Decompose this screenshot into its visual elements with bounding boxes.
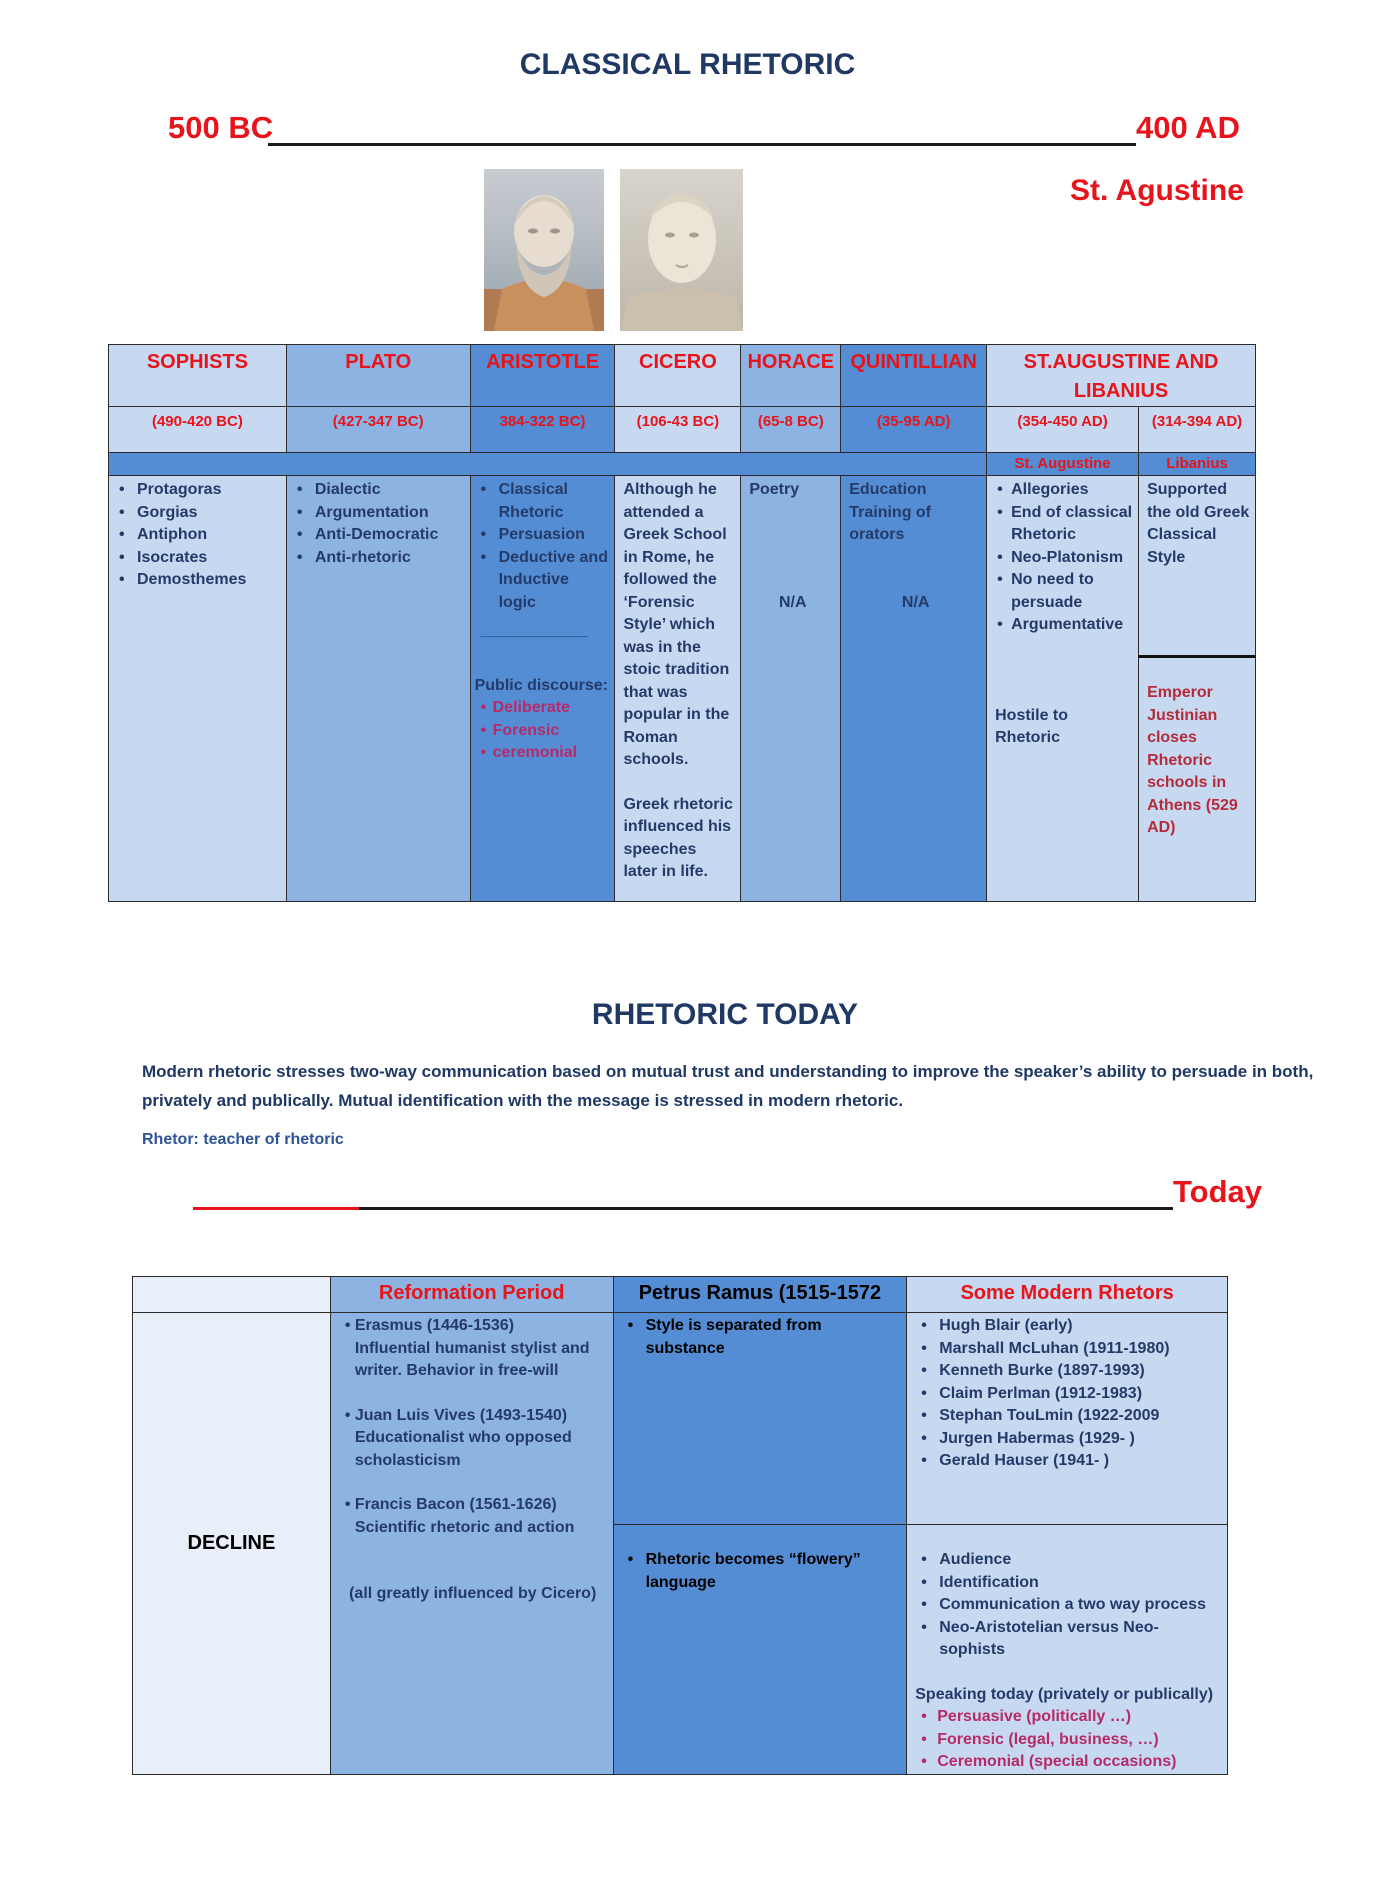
column-header-plato: PLATO (286, 345, 470, 407)
header-modern-rhetors: Some Modern Rhetors (907, 1277, 1228, 1313)
cell-st-augustine (987, 476, 1139, 902)
list-item: • Forensic (475, 720, 611, 743)
years-augustine: (354-450 AD) (987, 407, 1139, 453)
column-header-cicero: CICERO (615, 345, 741, 407)
cicero-influence-note: (all greatly influenced by Cicero) (349, 1585, 597, 1602)
today-timeline-red-segment (193, 1176, 359, 1210)
cicero-bust-portrait (620, 169, 743, 331)
today-timeline-line (359, 1176, 1173, 1210)
quintillian-text: Education Training of orators (849, 481, 932, 543)
cell-reformation (330, 1313, 613, 1775)
modern-rhetoric-paragraph: Modern rhetoric stresses two-way communication based on mutual trust and understanding to improve the speaker’s ability to persuade in both, privately and publically. Mutual identification with the message is stressed in modern rhetoric. (142, 1062, 1314, 1110)
speaking-today-list (915, 1706, 1221, 1774)
list-item: • Gerald Hauser (1941- ) (915, 1450, 1221, 1473)
cicero-text-1: Although he attended a Greek School in Rome, he followed the ‘Forensic Style’ which was in the stoic tradition that was popular in the Roman schools. (623, 481, 730, 768)
column-header-sophists: SOPHISTS (109, 345, 287, 407)
list-item: • No need to persuade (991, 569, 1134, 614)
plato-list (291, 479, 466, 569)
list-item: • Demosthemes (113, 569, 282, 592)
list-item (339, 1494, 607, 1539)
cell-ramus-top (613, 1313, 907, 1525)
column-header-horace: HORACE (741, 345, 841, 407)
timeline-end-label: 400 AD (1136, 110, 1240, 145)
list-item: • Identification (915, 1572, 1221, 1595)
list-item: • Ceremonial (special occasions) (915, 1751, 1221, 1774)
subheader-st-augustine: St. Augustine (987, 453, 1139, 476)
list-item: • Rhetoric becomes “flowery” language (622, 1549, 901, 1594)
timeline-end-name: St. Agustine (1070, 174, 1244, 207)
cell-sophists (109, 476, 287, 902)
reformation-list (339, 1315, 607, 1539)
list-item: • Communication a two way process (915, 1594, 1221, 1617)
public-discourse-list (475, 697, 611, 765)
cell-libanius-bottom (1139, 657, 1256, 902)
list-item (339, 1405, 607, 1473)
page-title: CLASSICAL RHETORIC (519, 48, 856, 81)
list-item: • Protagoras (113, 479, 282, 502)
list-item: • Dialectic (291, 479, 466, 502)
list-item: • Anti-rhetoric (291, 547, 466, 570)
ramus-list-top (622, 1315, 901, 1360)
list-item: • Forensic (legal, business, …) (915, 1729, 1221, 1752)
divider-band (109, 453, 987, 476)
column-header-aristotle: ARISTOTLE (470, 345, 615, 407)
speaking-today-label: Speaking today (privately or publically) (915, 1685, 1214, 1703)
today-timeline-end-label: Today (1173, 1174, 1262, 1209)
timeline-line (268, 112, 1136, 146)
public-discourse-label: Public discourse: (474, 676, 608, 694)
header-petrus-ramus: Petrus Ramus (1515-1572 (613, 1277, 907, 1313)
rhetor-definition: Rhetor: teacher of rhetoric (142, 1131, 344, 1148)
hostile-to-rhetoric: Hostile to Rhetoric (995, 706, 1069, 746)
cell-libanius-top (1139, 476, 1256, 657)
cicero-text-2: Greek rhetoric influenced his speeches later in life. (623, 795, 733, 880)
libanius-text: Supported the old Greek Classical Style (1147, 481, 1250, 566)
list-item (339, 1315, 607, 1383)
cell-cicero (615, 476, 741, 902)
list-item: • End of classical Rhetoric (991, 502, 1134, 547)
sophists-list (113, 479, 282, 592)
years-plato: (427-347 BC) (286, 407, 470, 453)
header-empty-cell (133, 1277, 331, 1313)
cell-plato (286, 476, 470, 902)
augustine-list (991, 479, 1134, 637)
years-cicero: (106-43 BC) (615, 407, 741, 453)
list-item: • Persuasive (politically …) (915, 1706, 1221, 1729)
cell-modern-concepts (907, 1525, 1228, 1775)
classical-rhetoric-table (108, 344, 1256, 902)
list-item: • Antiphon (113, 524, 282, 547)
list-item: • Neo-Platonism (991, 547, 1134, 570)
subheader-libanius: Libanius (1139, 453, 1256, 476)
column-header-quintillian: QUINTILLIAN (841, 345, 987, 407)
decline-label: DECLINE (133, 1313, 331, 1775)
justinian-note: Emperor Justinian closes Rhetoric schools in Athens (529 AD) (1147, 684, 1238, 836)
list-item: • Hugh Blair (early) (915, 1315, 1221, 1338)
cell-ramus-bottom (613, 1525, 907, 1775)
cell-horace (741, 476, 841, 902)
list-item: • Persuasion (475, 524, 611, 547)
reformer-desc: Scientific rhetoric and action (354, 1518, 575, 1536)
list-item: • Claim Perlman (1912-1983) (915, 1383, 1221, 1406)
years-horace: (65-8 BC) (741, 407, 841, 453)
reformer-desc: Educationalist who opposed scholasticism (354, 1429, 572, 1469)
list-item: • Marshall McLuhan (1911-1980) (915, 1338, 1221, 1361)
section-title-today: RHETORIC TODAY (591, 998, 859, 1031)
list-item: • Deductive and Inductive logic (475, 547, 611, 615)
list-item: • Argumentation (291, 502, 466, 525)
list-item: • Anti-Democratic (291, 524, 466, 547)
list-item: • Neo-Aristotelian versus Neo-sophists (915, 1617, 1221, 1662)
cell-quintillian (841, 476, 987, 902)
list-item: • Kenneth Burke (1897-1993) (915, 1360, 1221, 1383)
quintillian-na: N/A (901, 593, 930, 611)
list-item: • Stephan TouLmin (1922-2009 (915, 1405, 1221, 1428)
concepts-list (915, 1549, 1221, 1662)
list-item: • Gorgias (113, 502, 282, 525)
years-aristotle: 384-322 BC) (470, 407, 615, 453)
list-item: • Jurgen Habermas (1929- ) (915, 1428, 1221, 1451)
aristotle-bust-portrait (484, 169, 604, 331)
years-quintillian: (35-95 AD) (841, 407, 987, 453)
modern-rhetoric-table (132, 1276, 1228, 1775)
list-item: • Allegories (991, 479, 1134, 502)
list-item: • ceremonial (475, 742, 611, 765)
ramus-list-bottom (622, 1549, 901, 1594)
list-item: • Argumentative (991, 614, 1134, 637)
header-reformation-period: Reformation Period (330, 1277, 613, 1313)
list-item: • Isocrates (113, 547, 282, 570)
reformer-name: Juan Luis Vives (1493-1540) (354, 1406, 568, 1424)
horace-text: Poetry (749, 481, 800, 498)
aristotle-list (475, 479, 611, 614)
column-header-augustine-libanius: ST.AUGUSTINE AND LIBANIUS (987, 345, 1256, 407)
horace-na: N/A (778, 593, 807, 611)
years-sophists: (490-420 BC) (109, 407, 287, 453)
aristotle-divider-rule: ____________ (480, 622, 588, 639)
reformer-desc: Influential humanist stylist and writer. Behavior in free-will (354, 1339, 590, 1379)
years-libanius: (314-394 AD) (1139, 407, 1256, 453)
timeline-start-label: 500 BC (168, 110, 274, 145)
rhetors-list (915, 1315, 1221, 1473)
cell-rhetors (907, 1313, 1228, 1525)
list-item: • Audience (915, 1549, 1221, 1572)
reformer-name: Francis Bacon (1561-1626) (354, 1496, 557, 1513)
cell-aristotle (470, 476, 615, 902)
list-item: • Classical Rhetoric (475, 479, 611, 524)
reformer-name: Erasmus (1446-1536) (354, 1317, 515, 1334)
list-item: • Deliberate (475, 697, 611, 720)
list-item: • Style is separated from substance (622, 1315, 901, 1360)
